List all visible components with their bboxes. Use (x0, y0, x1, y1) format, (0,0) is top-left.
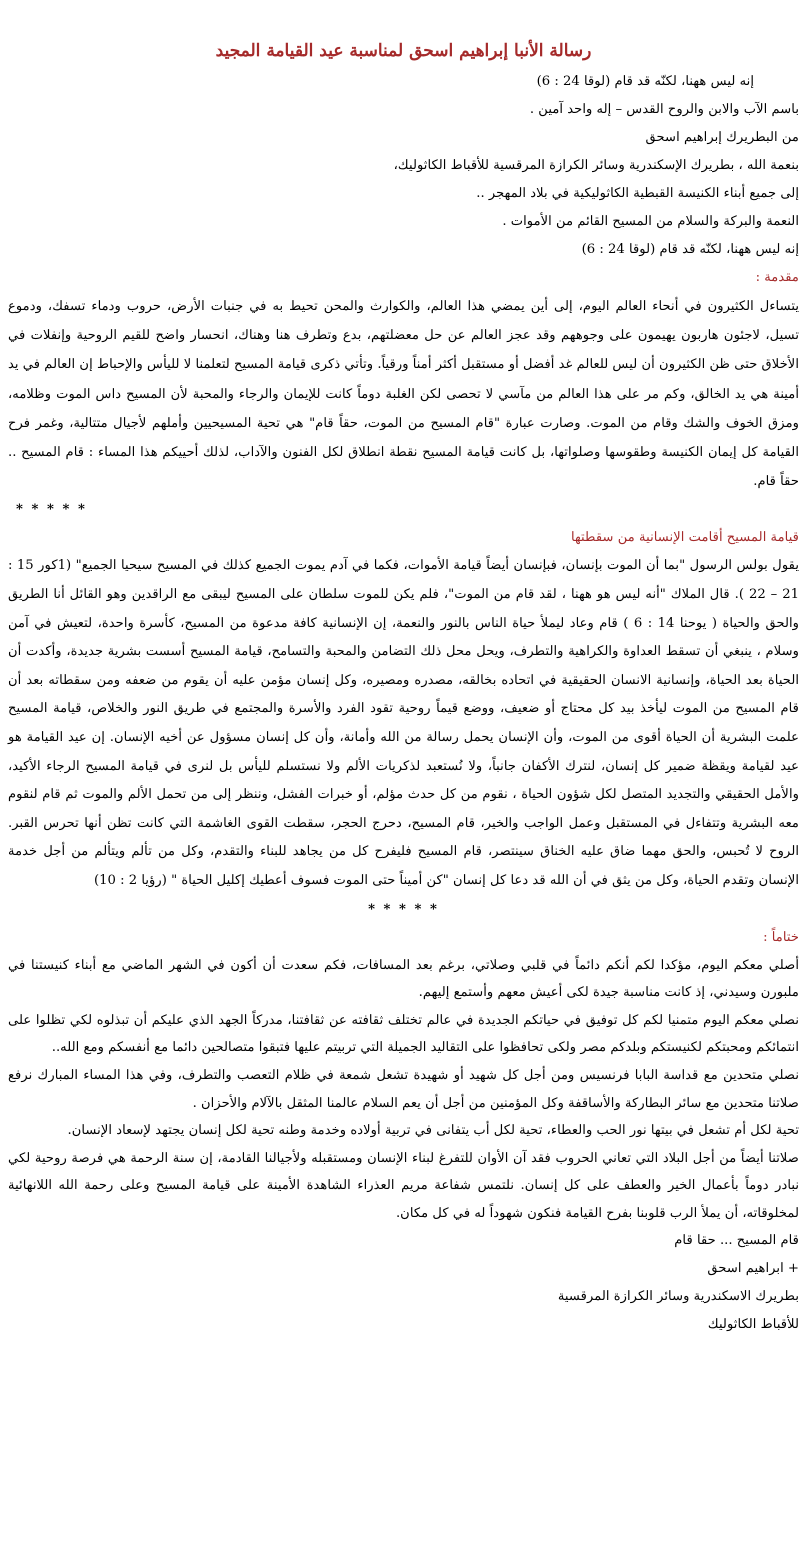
grace-line: بنعمة الله ، بطريرك الإسكندرية وسائر الكرازة المرقسية للأقباط الكاثوليك، (393, 158, 799, 173)
page-title: رسالة الأنبا إبراهيم اسحق لمناسبة عيد القيامة المجيد (215, 41, 592, 61)
conclusion-paragraph: نصلي متحدين مع قداسة البابا فرنسيس ومن أجل كل شهيد أو شهيدة تشعل شمعة في ظلام التعصب والتطرف، وفي هذا المساء المبارك نرفع صلاتنا متحدين مع سائر البطاركة والأساقفة وكل المؤمنين من أجل أن يعم السلام عالمنا المثقل بالآلام والأحزان . (8, 1067, 799, 1111)
conclusion-paragraph: أصلي معكم اليوم، مؤكدا لكم أنكم دائماً في قلبي وصلاتي، برغم بعد المسافات، فكم سعدت أن أكون في الشهر الماضي مع أبناء كنيستنا في ملبورن وسيدني، إذ كانت مناسبة جيدة لكى أعيش معهم وأستمع إليهم. (8, 957, 799, 1001)
verse-repeat: إنه ليس ههنا، لكنّه قد قام (لوقا 24 : 6) (581, 242, 799, 257)
to-line: إلى جميع أبناء الكنيسة القبطية الكاثوليكية في بلاد المهجر .. (476, 186, 799, 201)
conclusion-heading: ختاماً : (763, 929, 799, 945)
from-line: من البطريرك إبراهيم اسحق (645, 130, 799, 145)
intro-heading: مقدمة : (755, 270, 799, 285)
resurrection-paragraph: يقول بولس الرسول "بما أن الموت بإنسان، فبإنسان أيضاً قيامة الأموات، فكما في آدم يموت الجميع كذلك في المسيح سيحيا الجميع" (1كور 15 : 21 – 22 ). قال الملاك "أنه ليس هو ههنا ، لقد قام من الموت"، فلم يكن للموت سلطان على المسيح ليبقى مع الراقدين وهو القائل أنا الطريق والحق والحياة ( يوحنا 14 : 6 ) قام وعاد ليملأ حياة الناس بالنور والنعمة، إن الإنسانية كافة مدعوة من المسيح، كأسرة واحدة، لتعيش في آمن وسلام ، ينبغي أن تسقط العداوة والكراهية والتطرف، ويحل محل ذلك التضامن والمحبة والتسامح، قيامة المسيح أسست بشرية جديدة، وأكدت أن الحياة بعد الحياة، وإنسانية الانسان الحقيقية في اتحاده بخالقه، مصدره ومصيره، وكل إنسان مؤمن عليه أن يقوم من ضعفه ومن سقطاته بعد أن قام المسيح من الموت ليأخذ بيد كل محتاج أو ضعيف، ووضع قيماً روحية تقود الفرد والأسرة والمجتمع في طريق النور والخلاص، قيامة المسيح علمت البشرية أن الحياة أقوى من الموت، وأن الإنسان يحمل رسالة من الله وأمانة، وأن كل إنسان مسؤول عن أخيه الإنسان. إن عيد القيامة هو عيد لقيامة ويقظة ضمير كل إنسان، لنترك الأكفان جانباً، ولا نُستعبد لذكريات الألم ولا نستسلم لليأس بل لنرى في قيامة المسيح الرجاء الأكيد، والأمل الحقيقي والتجديد المتصل لكل شؤون الحياة ، نقوم من كل حدث مؤلم، أو خبرات الفشل، وننظر إلى من تحمل الألم والموت ثم قام لنقوم معه البشرية وتتفاءل في المستقبل وعمل الواجب والخير، قام المسيح، دحرج الحجر، سقطت القوى الغاشمة التي كانت تظن أنها تحرس القبر. الروح لا تُحبس، والحق مهما ضاق عليه الخناق سينتصر، قام المسيح فليفرح كل من يجاهد للبناء والتقدم، وكل من تألم ويتألم من أجل خدمة الإنسان وتقدم الحياة، وكل من يثق في أن الله قد دعا كل إنسان "كن أميناً حتى الموت فسوف أعطيك إكليل الحياة " (رؤيا 2 : 10) (8, 558, 800, 888)
section-separator: * * * * * (16, 502, 87, 518)
conclusion-paragraph: نصلي معكم اليوم متمنيا لكم كل توفيق في حياتكم الجديدة في عالم تختلف ثقافته عن ثقافتنا، مدركاً الجهد الذي عليكم أن تبذلوه لكي تظلوا على انتمائكم ومحبتكم لكنيستكم وبلدكم مصر ولكى تحافظوا على التقاليد الجميلة التي تربيتم عليها فتبقوا متصالحين دائما مع أنفسكم ومع الله.. (8, 1012, 799, 1056)
intro-paragraph: يتساءل الكثيرون في أنحاء العالم اليوم، إلى أين يمضي هذا العالم، والكوارث والمحن تحيط به في جنبات الأرض، حروب ودماء تسفك، ودموع تسيل، لاجئون هاربون يهيمون على وجوههم وقد عجز العالم عن حل معضلتهم، بدع وتطرف هنا وهناك، انحسار واضح للقيم الروحية وإنفلات في الأخلاق حتى ظن الكثيرون أن ليس للعالم غد أفضل أو مستقبل أكثر أمناً ورقياً. وتأتي ذكرى قيامة المسيح لتعلمنا لا لليأس والإحباط إن العالم في يد أمينة هي يد الخالق، وكم مر على هذا العالم من مآسي لا تحصى لكن الغلبة دوماً كانت للإيمان والرجاء والمحبة لأن المسيح داس الموت وظلامه، ومزق الخوف والشك وقام من الموت. وصارت عبارة "قام المسيح من الموت، حقاً قام" هي تحية المسيحيين وأملهم لأجيال متتالية، وغمر فرح القيامة كل إيمان الكنيسة وطقوسها وصلواتها، بل كانت قيامة المسيح نقطة انطلاق لكل الفنون والآداب، لذلك أحييكم هذا المساء : قام المسيح .. حقاً قام. (8, 299, 799, 490)
closing-phrase: قام المسيح ... حقا قام (674, 1233, 799, 1249)
invocation-line: باسم الآب والابن والروح القدس – إله واحد آمين . (529, 102, 799, 117)
section-heading: قيامة المسيح أقامت الإنسانية من سقطتها (570, 530, 799, 546)
opening-verse: إنه ليس ههنا، لكنّه قد قام (لوقا 24 : 6) (536, 74, 754, 89)
signature-title: بطريرك الاسكندرية وسائر الكرازة المرقسية (557, 1289, 799, 1305)
section-separator: * * * * * (368, 901, 439, 917)
signature-name: + ابراهيم اسحق (707, 1261, 799, 1277)
signature-title: للأقباط الكاثوليك (707, 1317, 799, 1333)
conclusion-paragraph: صلاتنا أيضاً من أجل البلاد التي تعاني الحروب فقد آن الأوان للتفرغ لبناء الإنسان ومستقبله ولأجيالنا القادمة، إن سنة الرحمة هي فرصة روحية لكي نبادر دوماً بأعمال الخير والعطف على كل إنسان. نلتمس شفاعة مريم العذراء الشاهدة الأمينة على قيامة المسيح وعلى رحمة الله اللانهائية لمخلوقاته، أن يملأ الرب قلوبنا بفرح القيامة فنكون شهوداً له في كل مكان. (8, 1150, 799, 1221)
conclusion-paragraph: تحية لكل أم تشعل في بيتها نور الحب والعطاء، تحية لكل أب يتفانى في تربية أولاده وخدمة وطنه تحية لكل إنسان يجتهد لإسعاد الإنسان. (67, 1123, 799, 1139)
greeting-line: النعمة والبركة والسلام من المسيح القائم من الأموات . (502, 214, 799, 229)
